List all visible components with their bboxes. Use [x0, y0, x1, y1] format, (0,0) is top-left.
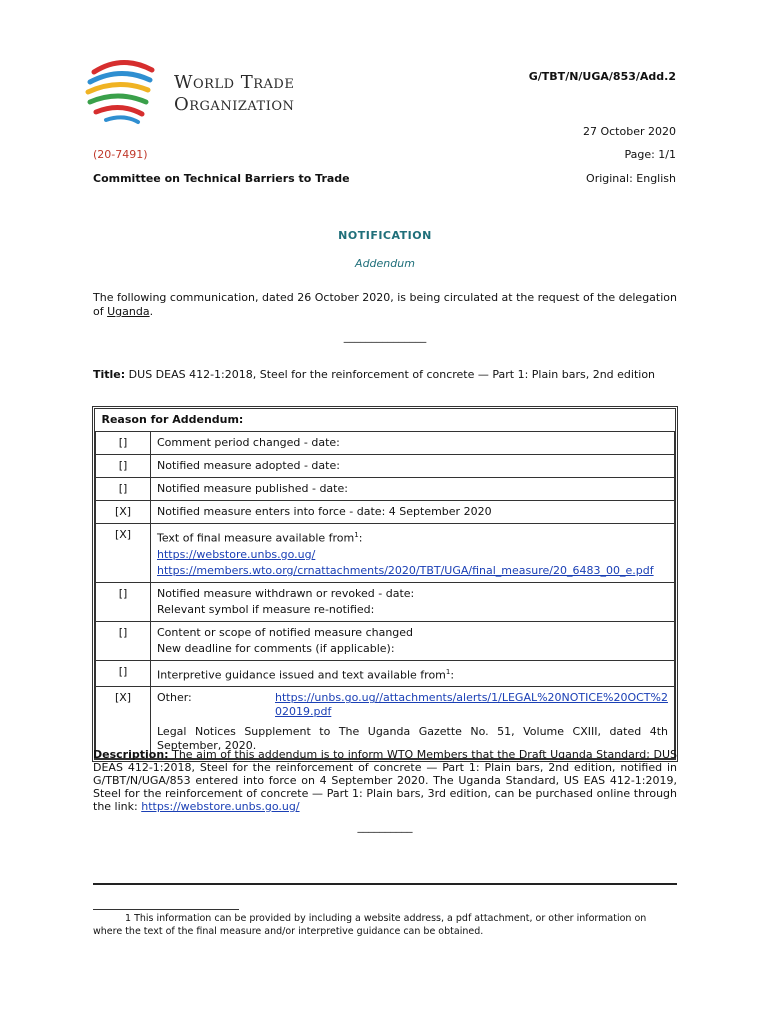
- document-reference: (20-7491): [93, 148, 148, 161]
- committee-name: Committee on Technical Barriers to Trade: [93, 172, 350, 185]
- original-language: Original: English: [586, 172, 676, 185]
- other-note: Legal Notices Supplement to The Uganda Gazette No. 51, Volume CXIII, dated 4th September, 2020.: [157, 725, 668, 753]
- reason-checkbox: []: [96, 582, 151, 621]
- webstore-link[interactable]: https://webstore.unbs.go.ug/: [157, 547, 316, 561]
- guidance-colon: :: [450, 668, 455, 682]
- reason-checkbox: []: [96, 621, 151, 660]
- description-label: Description:: [93, 748, 169, 761]
- scope-text: Content or scope of notified measure changed: [157, 625, 414, 639]
- addendum-subheading: Addendum: [355, 257, 415, 270]
- reason-checkbox: []: [96, 660, 151, 687]
- org-name-line1: World Trade: [174, 72, 295, 93]
- reason-text: Notified measure published - date:: [151, 478, 675, 501]
- reason-checkbox: [X]: [96, 687, 151, 759]
- final-text-colon: :: [358, 531, 363, 545]
- guidance-text: Interpretive guidance issued and text available from: [157, 668, 446, 682]
- end-separator: __________: [357, 820, 413, 833]
- table-row: [96, 478, 675, 501]
- reason-checkbox: []: [96, 478, 151, 501]
- withdrawn-cell: [151, 582, 675, 621]
- reason-checkbox: [X]: [96, 501, 151, 524]
- scope-cell: [151, 621, 675, 660]
- footnote-number: 1: [125, 913, 132, 924]
- footnote-ref: 1: [354, 531, 359, 539]
- reason-text: Notified measure enters into force - date: 4 September 2020: [151, 501, 675, 524]
- org-name-line2: Organization: [174, 94, 295, 115]
- description-link[interactable]: https://webstore.unbs.go.ug/: [141, 800, 300, 813]
- footnote-ref: 1: [445, 667, 451, 676]
- guidance-cell: [151, 660, 675, 687]
- reason-checkbox: [X]: [96, 524, 151, 583]
- legal-notice-link[interactable]: https://unbs.go.ug//attachments/alerts/1/LEGAL%20NOTICE%20OCT%202019.pdf: [275, 691, 668, 719]
- document-symbol: G/TBT/N/UGA/853/Add.2: [528, 70, 676, 83]
- wto-logo: [84, 56, 344, 128]
- table-row: [96, 501, 675, 524]
- table-row: [96, 524, 675, 583]
- reasons-table: [92, 406, 678, 762]
- table-row: [96, 660, 675, 687]
- table-row: [96, 621, 675, 660]
- table-row: [96, 432, 675, 455]
- reason-text: Notified measure adopted - date:: [151, 455, 675, 478]
- deadline-text: New deadline for comments (if applicable):: [157, 641, 395, 655]
- bottom-rule: [93, 883, 677, 885]
- member-name: Uganda: [107, 305, 150, 318]
- notification-heading: NOTIFICATION: [338, 229, 432, 242]
- table-row: [96, 582, 675, 621]
- intro-end: .: [149, 305, 154, 318]
- footnote-text: This information can be provided by including a website address, a pdf attachment, or other information on where the text of the final measure and/or interpretive guidance can be obtained.: [93, 913, 647, 937]
- footnote: [93, 912, 677, 938]
- reasons-heading: Reason for Addendum:: [96, 409, 675, 432]
- withdrawn-text: Notified measure withdrawn or revoked - date:: [157, 586, 415, 600]
- renotified-text: Relevant symbol if measure re-notified:: [157, 602, 375, 616]
- title-paragraph: [93, 368, 677, 382]
- reason-checkbox: []: [96, 455, 151, 478]
- other-label: Other:: [157, 691, 192, 705]
- document-date: 27 October 2020: [582, 125, 676, 138]
- table-heading-row: [96, 409, 675, 432]
- footnote-rule: [93, 909, 239, 910]
- reason-checkbox: []: [96, 432, 151, 455]
- final-text-label: Text of final measure available from: [157, 531, 355, 545]
- intro-text: The following communication, dated 26 October 2020, is being circulated at the request of the delegation of: [93, 291, 677, 318]
- title-text: DUS DEAS 412-1:2018, Steel for the reinforcement of concrete — Part 1: Plain bars, 2nd edition: [125, 368, 656, 381]
- final-text-cell: [151, 524, 675, 583]
- intro-paragraph: [93, 291, 677, 319]
- title-label: Title:: [93, 368, 126, 381]
- wto-emblem-icon: [84, 56, 164, 128]
- page-number: Page: 1/1: [624, 148, 676, 161]
- separator-line: _______________: [343, 330, 427, 343]
- table-row: [96, 455, 675, 478]
- description-paragraph: [93, 748, 677, 813]
- description-text: The aim of this addendum is to inform WTO Members that the Draft Uganda Standard; DUS DEAS 412-1:2018, Steel for the reinforcement of concrete — Part 1: Plain bars, 2nd edition, notified in G/TBT/N/UGA/853 entered into force on 4 September 2020. The Uganda Standard, US EAS 412-1:2019, Steel for the reinforcement of concrete — Part 1: Plain bars, 3rd edition, can be purchased online through the link:: [93, 748, 677, 813]
- reason-text: Comment period changed - date:: [151, 432, 675, 455]
- final-measure-link[interactable]: https://members.wto.org/crnattachments/2020/TBT/UGA/final_measure/20_6483_00_e.pdf: [157, 563, 654, 577]
- org-name: [174, 72, 294, 116]
